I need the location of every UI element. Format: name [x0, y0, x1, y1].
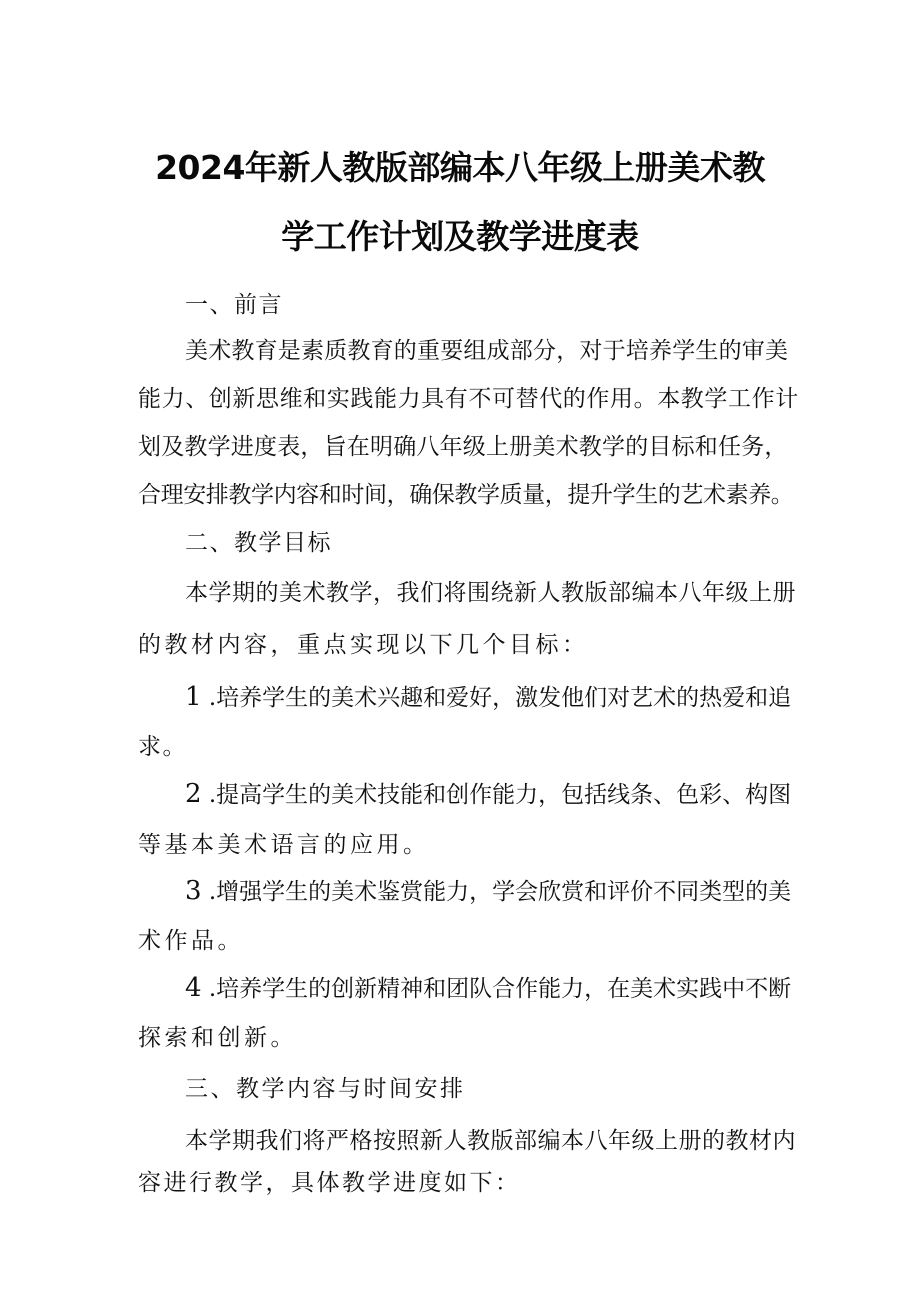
content-line-2: 容进行教学，具体教学进度如下： — [138, 1170, 521, 1196]
goal-3-line-1 — [185, 873, 791, 906]
goal-4-line-1 — [185, 970, 791, 1003]
goal-2-number: 2 — [185, 779, 202, 809]
goal-2-line-1 — [185, 776, 791, 809]
content-line-1: 本学期我们将严格按照新人教版部编本八年级上册的教材内 — [185, 1128, 796, 1154]
goal-1-number: 1 — [185, 682, 202, 712]
goal-3-line-2: 术作品。 — [138, 928, 244, 954]
goal-3-number: 3 — [185, 876, 202, 906]
section1-heading: 一、前言 — [185, 292, 283, 318]
goal-4-text: .培养学生的创新精神和团队合作能力，在美术实践中不断 — [208, 976, 792, 1002]
goal-2-text: .提高学生的美术技能和创作能力，包括线条、色彩、构图 — [208, 782, 792, 808]
intro-line-4: 合理安排教学内容和时间，确保教学质量，提升学生的艺术素养。 — [138, 482, 794, 508]
title-line-1: 2024年新人教版部编本八年级上册美术教 — [155, 148, 765, 187]
goals-intro-line-2: 的教材内容，重点实现以下几个目标： — [138, 632, 589, 658]
intro-line-3: 划及教学进度表，旨在明确八年级上册美术教学的目标和任务， — [138, 434, 788, 460]
goal-1-line-1 — [185, 679, 791, 712]
intro-line-1: 美术教育是素质教育的重要组成部分，对于培养学生的审美 — [185, 338, 789, 364]
goal-3-text: .增强学生的美术鉴赏能力，学会欣赏和评价不同类型的美 — [208, 879, 792, 905]
section3-heading: 三、教学内容与时间安排 — [185, 1076, 466, 1102]
goal-1-line-2: 求。 — [138, 734, 187, 760]
intro-line-2: 能力、创新思维和实践能力具有不可替代的作用。本教学工作计 — [138, 386, 799, 412]
goal-2-line-2: 等基本美术语言的应用。 — [138, 832, 430, 858]
goal-4-number: 4 — [185, 973, 202, 1003]
title-line-2: 学工作计划及教学进度表 — [281, 217, 639, 256]
goal-1-text: .培养学生的美术兴趣和爱好，激发他们对艺术的热爱和追 — [208, 685, 792, 711]
goal-4-line-2: 探索和创新。 — [138, 1025, 297, 1051]
section2-heading: 二、教学目标 — [185, 530, 332, 556]
goals-intro-line-1: 本学期的美术教学，我们将围绕新人教版部编本八年级上册 — [185, 580, 796, 606]
